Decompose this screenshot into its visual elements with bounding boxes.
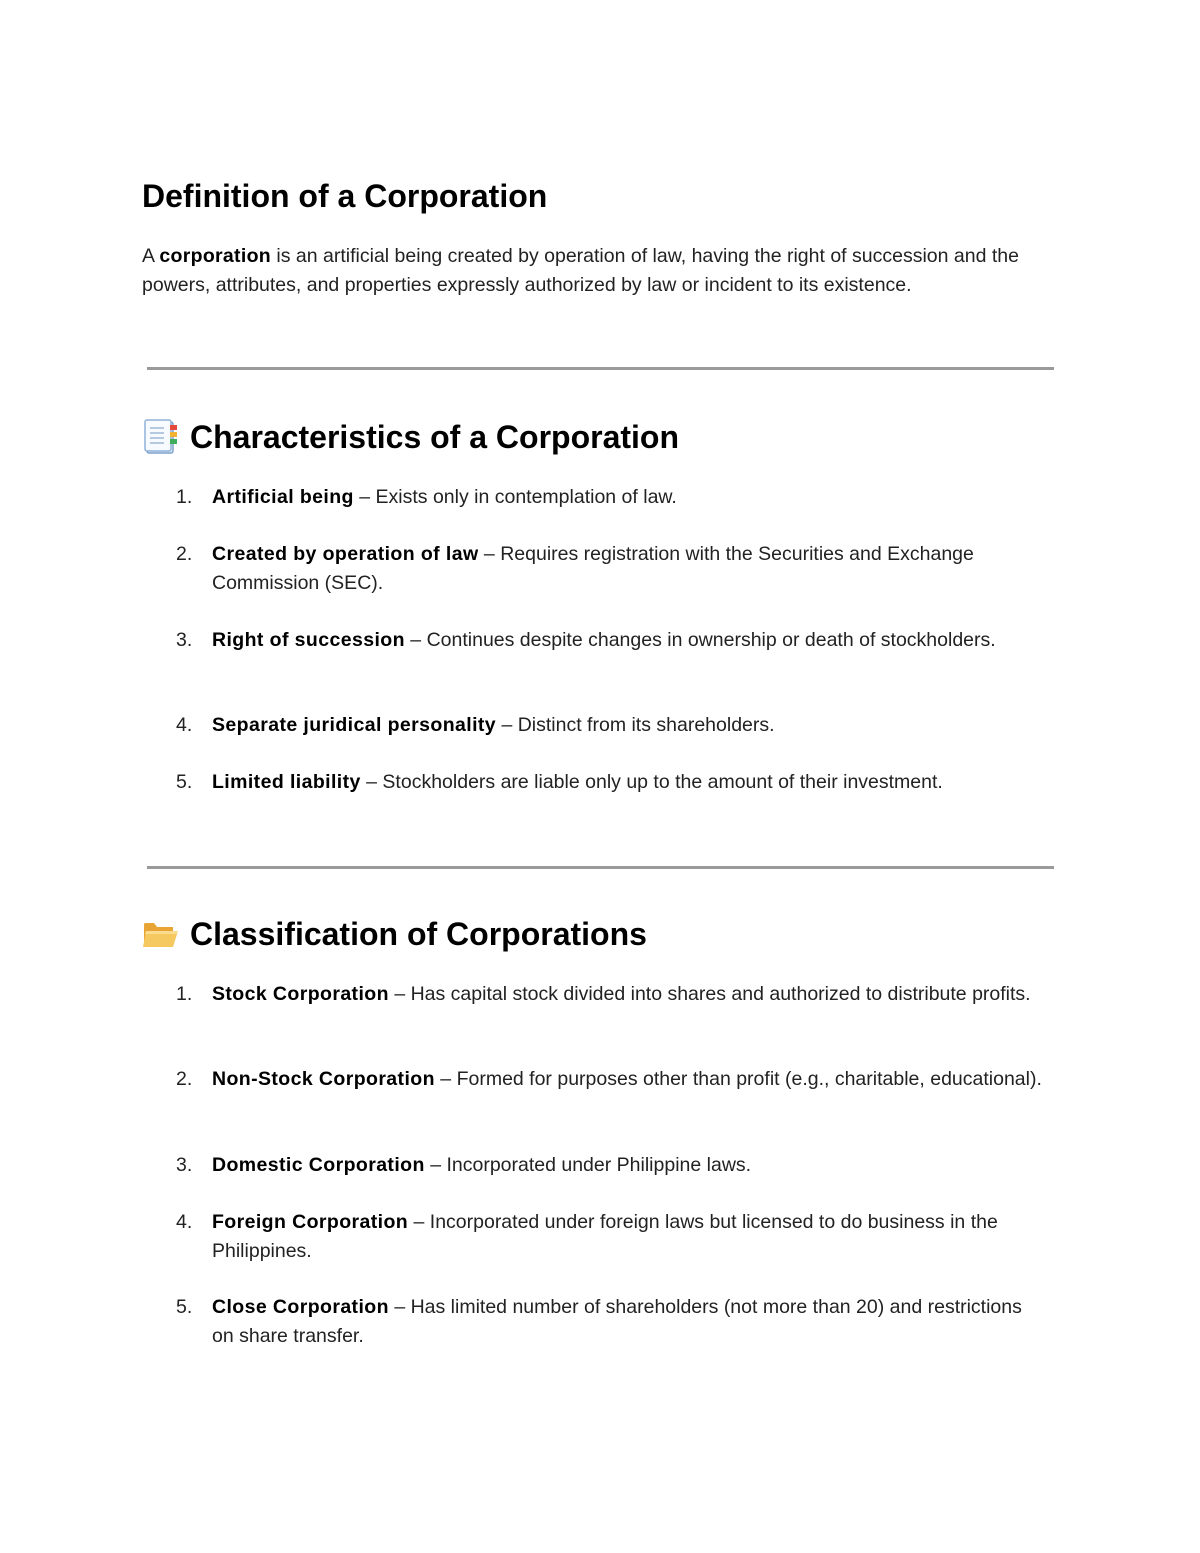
list-number: 3. (176, 629, 193, 651)
list-item (142, 1151, 1054, 1180)
list-item (142, 768, 1054, 797)
item-description: – Continues despite changes in ownership or death of stockholders. (404, 629, 996, 651)
classification-heading (142, 914, 647, 954)
list-item (142, 540, 1054, 598)
item-term: Artificial being (212, 486, 354, 508)
item-description: – Exists only in contemplation of law. (353, 486, 677, 508)
definition-lead: A (142, 245, 160, 267)
horizontal-rule (147, 367, 1054, 370)
list-item (142, 626, 1054, 655)
list-item (142, 483, 1054, 512)
classification-title: Classification of Corporations (190, 916, 647, 952)
item-description: – Formed for purposes other than profit (e.g., charitable, educational). (434, 1068, 1042, 1090)
item-term: Foreign Corporation (212, 1211, 409, 1233)
item-term: Domestic Corporation (212, 1154, 425, 1176)
item-term: Stock Corporation (212, 983, 389, 1005)
item-description: – Has capital stock divided into shares and authorized to distribute profits. (388, 983, 1031, 1005)
horizontal-rule (147, 866, 1054, 869)
item-description: – Incorporated under Philippine laws. (424, 1154, 752, 1176)
list-number: 2. (176, 1068, 193, 1090)
item-term: Limited liability (212, 771, 361, 793)
definition-heading: Definition of a Corporation (142, 178, 548, 214)
item-term: Separate juridical personality (212, 714, 497, 736)
list-number: 1. (176, 983, 193, 1005)
definition-body: is an artificial being created by operation of law, having the right of succession and the powers, attributes, and properties expressly authorized by law or incident to its existence. (142, 245, 1019, 296)
item-description: – Incorporated under foreign laws but licensed to do business in the Philippines. (212, 1211, 998, 1262)
item-description: – Distinct from its shareholders. (496, 714, 775, 736)
list-item (142, 1293, 1054, 1351)
open-folder-icon (142, 915, 180, 953)
item-description: – Stockholders are liable only up to the amount of their investment. (360, 771, 943, 793)
list-number: 2. (176, 543, 193, 565)
item-description: – Has limited number of shareholders (not more than 20) and restrictions on share transfer. (212, 1296, 1022, 1347)
item-term: Right of succession (212, 629, 405, 651)
list-number: 5. (176, 1296, 193, 1318)
list-item (142, 1065, 1054, 1094)
list-number: 5. (176, 771, 193, 793)
list-number: 4. (176, 714, 193, 736)
bookmark-tabs-icon (142, 418, 180, 456)
item-term: Created by operation of law (212, 543, 479, 565)
item-term: Non-Stock Corporation (212, 1068, 435, 1090)
item-description: – Requires registration with the Securities and Exchange Commission (SEC). (212, 543, 974, 594)
list-item (142, 980, 1054, 1009)
list-number: 1. (176, 486, 193, 508)
definition-paragraph (142, 242, 1042, 300)
characteristics-heading (142, 417, 679, 457)
list-number: 4. (176, 1211, 193, 1233)
characteristics-title: Characteristics of a Corporation (190, 419, 679, 455)
list-item (142, 711, 1054, 740)
list-item (142, 1208, 1054, 1266)
definition-term: corporation (159, 245, 271, 267)
item-term: Close Corporation (212, 1296, 389, 1318)
list-number: 3. (176, 1154, 193, 1176)
